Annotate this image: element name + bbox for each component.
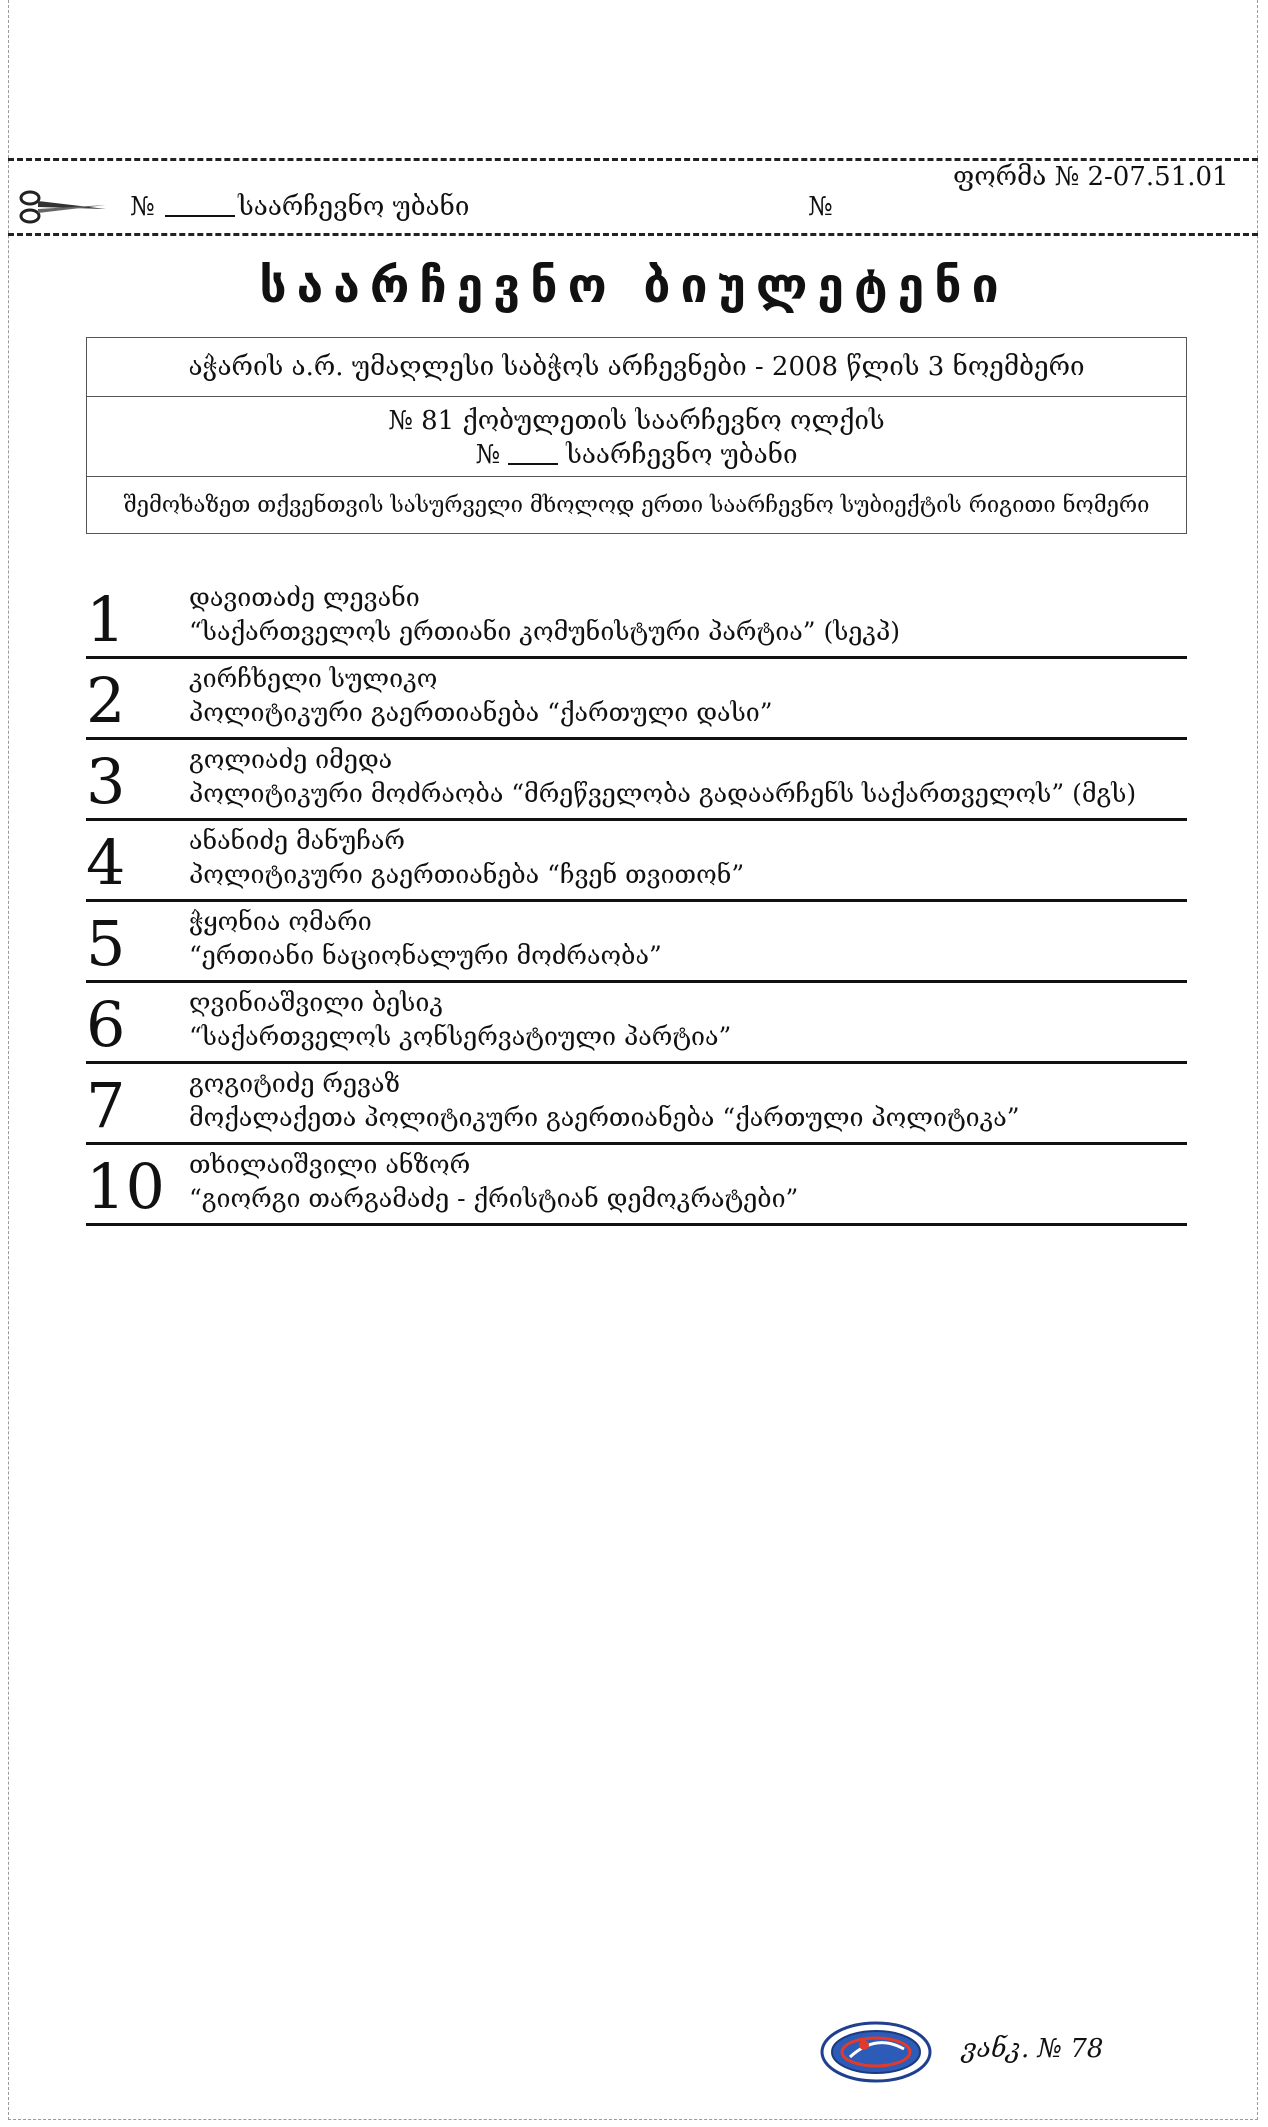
- candidate-row[interactable]: [86, 661, 1187, 740]
- voting-instruction: შემოხაზეთ თქვენთვის სასურველი მხოლოდ ერთი საარჩევნო სუბიექტის რიგითი ნომერი: [123, 493, 1150, 518]
- election-commission-logo: [820, 2021, 932, 2083]
- ballot-title: საარჩევნო ბიულეტენი: [259, 258, 1009, 314]
- candidate-row[interactable]: [86, 580, 1187, 659]
- election-name: აჭარის ა.რ. უმაღლესი საბჭოს არჩევნები - 2008 წლის 3 ნოემბერი: [87, 338, 1186, 397]
- candidate-party: პოლიტიკური მოძრაობა “მრეწველობა გადაარჩენს საქართველოს” (მგს): [189, 779, 1137, 808]
- stub-precinct-label: საარჩევნო უბანი: [238, 192, 470, 222]
- candidate-row[interactable]: [86, 1147, 1187, 1226]
- precinct-number-sign: №: [475, 440, 501, 470]
- candidate-name: გოლიაძე იმედა: [189, 745, 393, 774]
- candidate-number[interactable]: 3: [86, 745, 126, 818]
- candidate-number[interactable]: 4: [86, 826, 126, 899]
- scissors-icon: [18, 190, 110, 224]
- candidate-name: დავითაძე ლევანი: [189, 583, 420, 612]
- candidate-name: კირჩხელი სულიკო: [189, 664, 438, 693]
- candidate-row[interactable]: [86, 742, 1187, 821]
- precinct-number-blank: [508, 463, 558, 465]
- candidate-number[interactable]: 1: [86, 583, 126, 656]
- candidate-name: ღვინიაშვილი ბესიკ: [189, 988, 443, 1017]
- candidate-number[interactable]: 6: [86, 988, 126, 1061]
- stub-number-2: №: [808, 192, 833, 222]
- candidate-row[interactable]: [86, 904, 1187, 983]
- candidate-party: “საქართველოს კონსერვატიული პარტია”: [189, 1022, 732, 1051]
- candidate-list: [86, 580, 1187, 1228]
- stub-number-blank: [165, 215, 235, 217]
- candidate-number[interactable]: 2: [86, 664, 126, 737]
- stub-number: №: [130, 192, 245, 222]
- form-number: ფორმა № 2-07.51.01: [953, 162, 1229, 192]
- candidate-name: ჭყონია ომარი: [189, 907, 372, 936]
- precinct-label: საარჩევნო უბანი: [566, 440, 798, 470]
- candidate-row[interactable]: [86, 1066, 1187, 1145]
- ballot-stub: [8, 158, 1258, 234]
- candidate-name: თხილაიშვილი ანზორ: [189, 1150, 471, 1179]
- district-precinct: [87, 397, 1186, 477]
- candidate-party: მოქალაქეთა პოლიტიკური გაერთიანება “ქართული პოლიტიკა”: [189, 1103, 1020, 1132]
- candidate-number[interactable]: 7: [86, 1069, 126, 1142]
- precinct-line: [87, 438, 1186, 472]
- candidate-party: “გიორგი თარგამაძე - ქრისტიან დემოკრატები”: [189, 1184, 799, 1213]
- candidate-name: გოგიტიძე რევაზ: [189, 1069, 400, 1098]
- candidate-name: ანანიძე მანუჩარ: [189, 826, 405, 855]
- ballot-header-box: [86, 337, 1187, 534]
- candidate-row[interactable]: [86, 823, 1187, 902]
- candidate-number[interactable]: 10: [86, 1150, 165, 1223]
- candidate-party: პოლიტიკური გაერთიანება “ჩვენ თვითონ”: [189, 860, 745, 889]
- candidate-party: “საქართველოს ერთიანი კომუნისტური პარტია” (სეკპ): [189, 617, 901, 646]
- order-number: ვანკ. № 78: [962, 2034, 1104, 2064]
- candidate-party: პოლიტიკური გაერთიანება “ქართული დასი”: [189, 698, 773, 727]
- district-name: № 81 ქობულეთის საარჩევნო ოლქის: [388, 406, 885, 436]
- candidate-party: “ერთიანი ნაციონალური მოძრაობა”: [189, 941, 662, 970]
- candidate-number[interactable]: 5: [86, 907, 126, 980]
- candidate-row[interactable]: [86, 985, 1187, 1064]
